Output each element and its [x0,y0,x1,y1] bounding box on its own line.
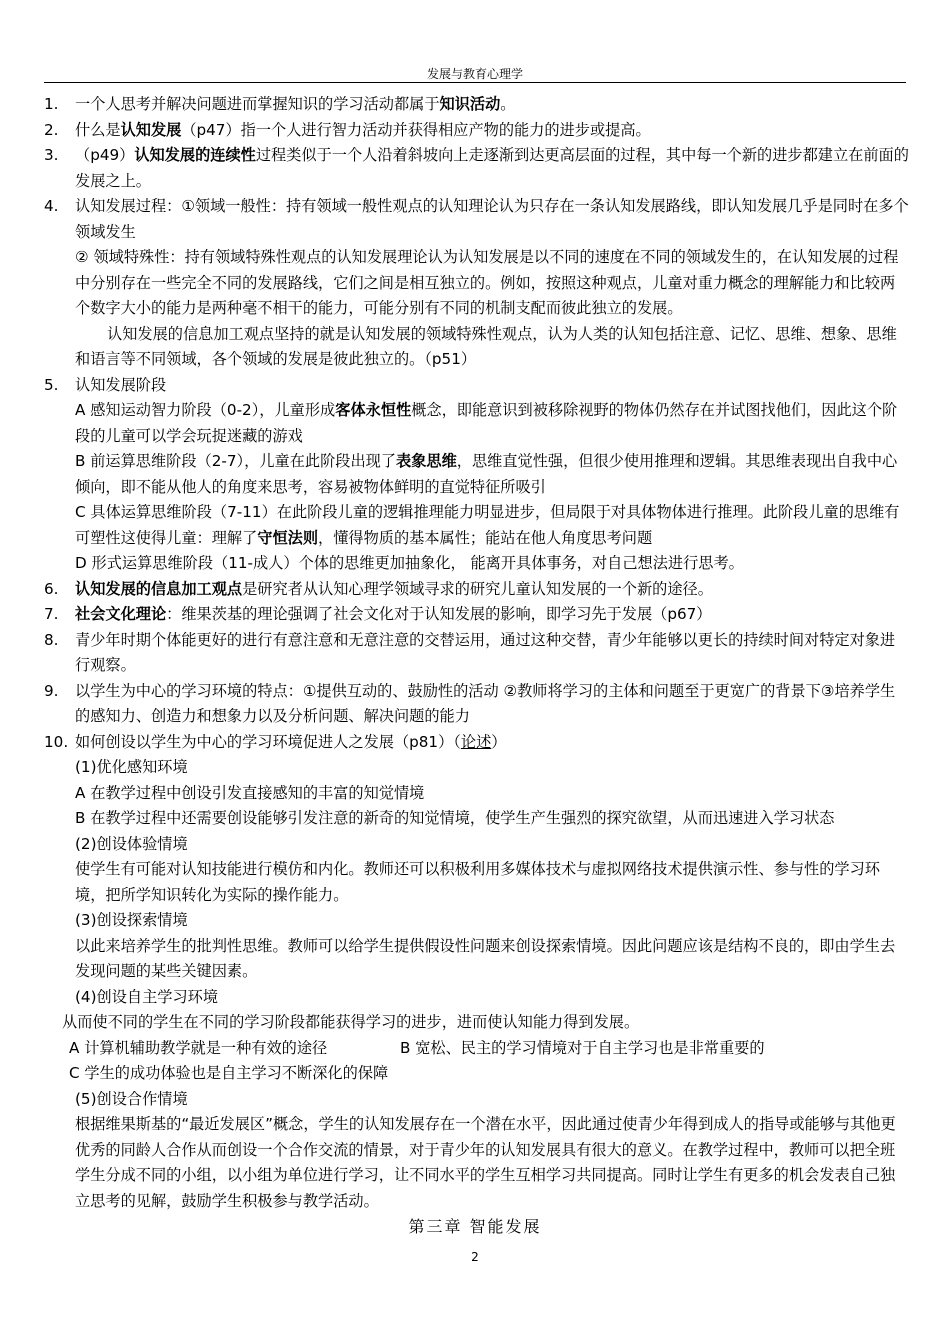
subheading: (1)优化感知环境 [75,758,188,776]
stage-d: D 形式运算思维阶段（11-成人）个体的思维更加抽象化， 能离开具体事务，对自己想法进行思考。 [75,554,744,572]
list-item [44,679,910,730]
list-item [44,92,910,118]
item-text: 认知发展过程：①领域一般性：持有领域一般性观点的认知理论认为只存在一条认知发展路线，即认知发展几乎是同时在多个领域发生 [75,197,909,241]
paragraph: B 在教学过程中还需要创设能够引发注意的新奇的知觉情境，使学生产生强烈的探究欲望，从而迅速进入学习状态 [75,809,835,827]
option-c: C 学生的成功体验也是自主学习不断深化的保障 [69,1064,389,1082]
key-term: 认知发展的信息加工观点 [75,579,243,598]
list-item [44,602,910,628]
stage-text: A 感知运动智力阶段（0-2），儿童形成 [75,401,336,419]
item-text: 一个人思考并解决问题进而掌握知识的学习活动都属于 [75,95,440,113]
item-text: （p47）指一个人进行智力活动并获得相应产物的能力的进步或提高。 [181,120,651,139]
item-number: 10. [44,732,69,751]
subheading: (5)创设合作情境 [75,1089,188,1108]
stage-b [44,449,910,500]
list-item [44,194,910,245]
paragraph: 使学生有可能对认知技能进行模仿和内化。教师还可以积极利用多媒体技术与虚拟网络技术提供演示性、参与性的学习环境，把所学知识转化为实际的操作能力。 [75,860,880,904]
item-text: 什么是 [75,120,121,139]
stage-c [44,500,910,551]
subheading: (3)创设探索情境 [75,911,188,929]
list-item [44,628,910,679]
list-item [44,143,910,194]
list-item [44,577,910,603]
key-term: 认知发展的连续性 [134,146,256,164]
paragraph: ② 领域特殊性：持有领域特殊性观点的认知发展理论认为认知发展是以不同的速度在不同的领域发生的，在认知发展的过程中分别存在一些完全不同的发展路线，它们之间是相互独立的。例如，按照这种观点，儿童对重力概念的理解能力和比较两个数字大小的能力是两种毫不相干的能力，可能分别有不同的机制支配而彼此独立的发展。 [75,248,899,317]
key-term: 知识活动 [439,95,501,113]
stage-text: ，懂得物质的基本属性；能站在他人角度思考问题 [318,528,653,547]
key-term: 表象思维 [396,452,457,470]
option-b: B 宽松、民主的学习情境对于自主学习也是非常重要的 [400,1038,765,1057]
item-text: 过程类似于一个人沿着斜坡向上走逐渐到达更高层面的过程，其中每一个新的进步都建立在前面的发展之上。 [75,146,909,190]
paragraph: 根据维果斯基的“最近发展区”概念，学生的认知发展存在一个潜在水平，因此通过使青少年得到成人的指导或能够与其他更优秀的同龄人合作从而创设一个合作交流的情景，对于青少年的认知发展具有很大的意义。在教学过程中，教师可以把全班学生分成不同的小组，以小组为单位进行学习，让不同水平的学生互相学习共同提高。同时让学生有更多的机会发表自己独立思考的见解，鼓励学生积极参与教学活动。 [75,1115,896,1210]
item-text: 青少年时期个体能更好的进行有意注意和无意注意的交替运用，通过这种交替，青少年能够以更长的持续时间对特定对象进行观察。 [75,630,896,674]
page-number: 2 [471,1250,479,1264]
stage-a [44,398,910,449]
key-term: 认知发展 [120,120,182,139]
list-item [44,730,910,756]
key-term: 客体永恒性 [335,401,412,419]
underlined-text: 论述 [460,732,492,751]
stage-text: C 具体运算思维阶段（7-11）在此阶段儿童的逻辑推理能力明显进步，但局限于对具体物体进行推理。此阶段儿童的思维有可塑性这使得儿童：理解了 [75,503,900,547]
item-number: 5. [44,375,59,394]
item-number: 7. [44,605,59,623]
key-term: 社会文化理论 [75,605,167,623]
document-body [44,92,910,1214]
option-row [44,1036,910,1062]
item-number: 3. [44,146,59,164]
key-term: 守恒法则 [257,528,318,547]
stage-text: 概念，即能意识到被移除视野的物体仍然存在并试图找他们，因此这个阶段的儿童可以学会玩捉迷藏的游戏 [75,401,898,445]
item-text: 以学生为中心的学习环境的特点：①提供互动的、鼓励性的活动 ②教师将学习的主体和问题至于更宽广的背景下③培养学生的感知力、创造力和想象力以及分析问题、解决问题的能力 [75,681,896,725]
item-text: 是研究者从认知心理学领域寻求的研究儿童认知发展的一个新的途径。 [242,579,713,598]
list-item [44,118,910,144]
paragraph: A 在教学过程中创设引发直接感知的丰富的知觉情境 [75,783,425,802]
page-header: 发展与教育心理学 [44,66,906,83]
stage-text: ，思维直觉性强，但很少使用推理和逻辑。其思维表现出自我中心倾向，即不能从他人的角度来思考，容易被物体鲜明的直觉特征所吸引 [75,452,898,496]
subheading: (4)创设自主学习环境 [75,987,219,1006]
item-text: 认知发展阶段 [75,375,167,394]
paragraph: 从而使不同的学生在不同的学习阶段都能获得学习的进步，进而使认知能力得到发展。 [62,1013,640,1031]
item-number: 2. [44,120,59,139]
item-text: 如何创设以学生为中心的学习环境促进人之发展（p81）（ [75,732,461,751]
subheading: (2)创设体验情境 [75,834,188,853]
item-text: （p49） [75,146,135,164]
list-item [44,373,910,399]
stage-text: B 前运算思维阶段（2-7），儿童在此阶段出现了 [75,452,397,470]
item-text: ） [491,732,507,751]
item-number: 9. [44,681,59,700]
item-number: 4. [44,197,59,215]
chapter-title: 第三章 智能发展 [408,1217,542,1236]
item-number: 8. [44,630,59,649]
item-text: ：维果茨基的理论强调了社会文化对于认知发展的影响，即学习先于发展（p67） [166,605,712,623]
item-text: 。 [500,95,516,113]
item-number: 1. [44,95,59,113]
option-a: A 计算机辅助教学就是一种有效的途径 [69,1038,328,1057]
paragraph: 以此来培养学生的批判性思维。教师可以给学生提供假设性问题来创设探索情境。因此问题应该是结构不良的，即由学生去发现问题的某些关键因素。 [75,936,896,980]
item-number: 6. [44,579,59,598]
paragraph: 认知发展的信息加工观点坚持的就是认知发展的领域特殊性观点，认为人类的认知包括注意、记忆、思维、想象、思维和语言等不同领域，各个领域的发展是彼此独立的。（p51） [75,324,897,368]
